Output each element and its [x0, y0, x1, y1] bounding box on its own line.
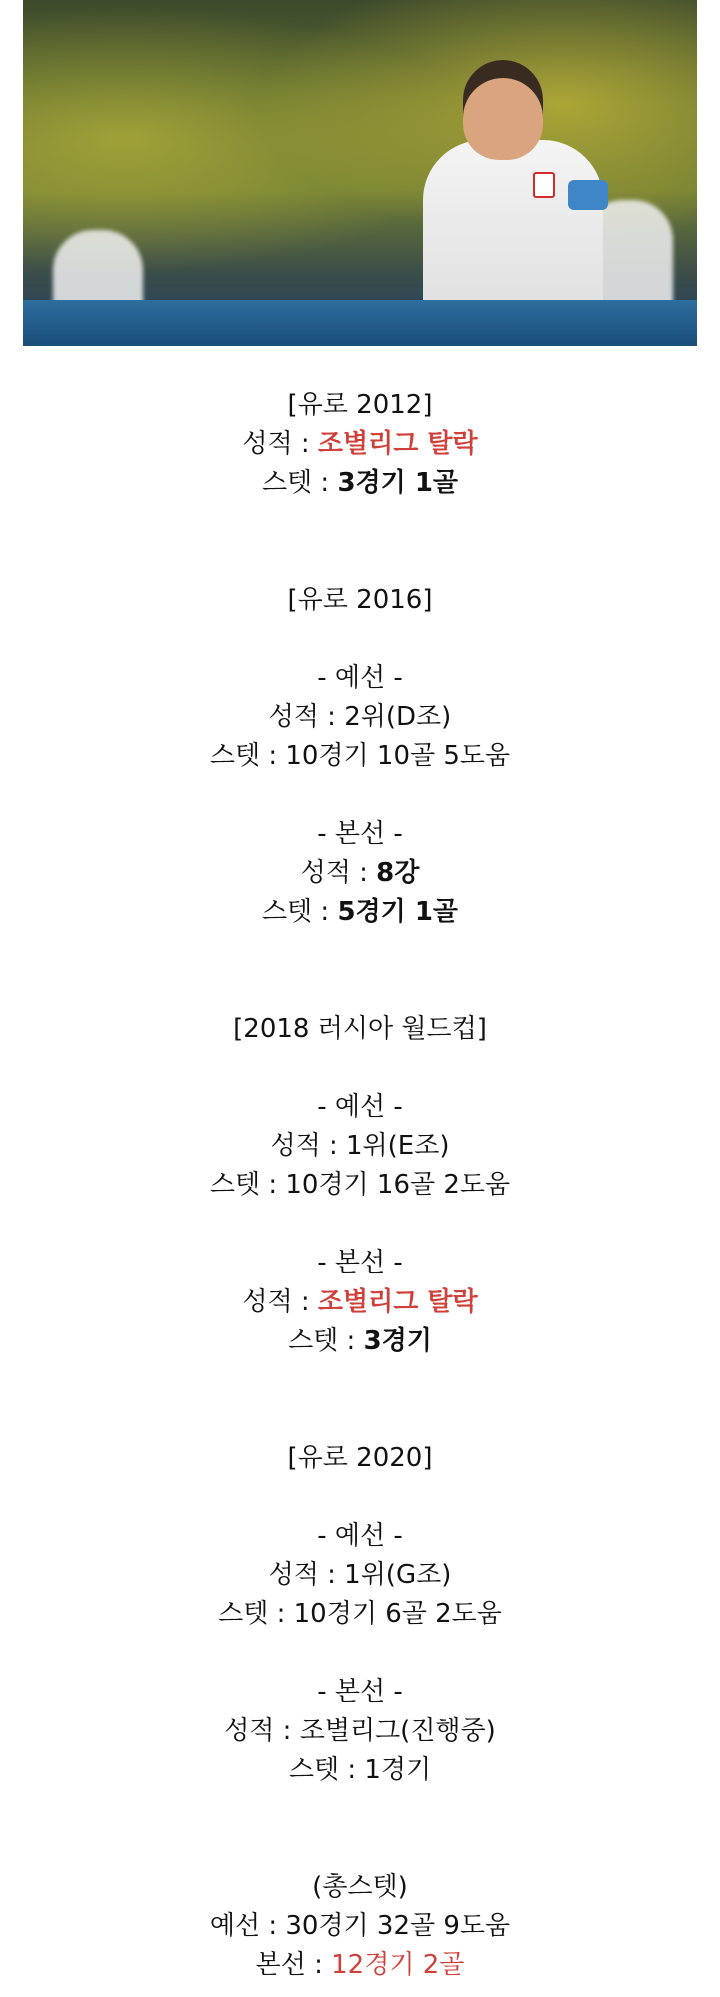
euro2012-result: 성적 : 조별리그 탈락 — [242, 429, 478, 459]
euro2012-title: [유로 2012] — [287, 390, 433, 420]
wc2018-qual-stats: 스텟 : 10경기 16골 2도움 — [209, 1170, 511, 1200]
euro2016-final-header: - 본선 - — [317, 819, 403, 849]
euro2012-stats-value: 3경기 1골 — [337, 468, 459, 498]
wc2018-qual-header: - 예선 - — [317, 1092, 403, 1122]
euro2012-result-value: 조별리그 탈락 — [317, 429, 478, 459]
euro2020-qual-stats: 스텟 : 10경기 6골 2도움 — [218, 1599, 502, 1629]
euro2016-final-result-value: 8강 — [376, 858, 420, 888]
euro2016-final-stats: 스텟 : 5경기 1골 — [261, 897, 459, 927]
team-crest-icon — [533, 172, 555, 198]
total-title: (총스텟) — [312, 1872, 408, 1902]
euro2020-final-stats: 스텟 : 1경기 — [288, 1755, 432, 1785]
captain-armband-icon — [568, 180, 608, 210]
wc2018-final-stats: 스텟 : 3경기 — [288, 1326, 432, 1356]
euro2020-qual-header: - 예선 - — [317, 1521, 403, 1551]
euro2016-final-stats-value: 5경기 1골 — [337, 897, 459, 927]
wc2018-final-result-value: 조별리그 탈락 — [317, 1287, 478, 1317]
header-photo — [23, 0, 697, 346]
euro2016-title: [유로 2016] — [287, 585, 433, 615]
euro2012-stats: 스텟 : 3경기 1골 — [261, 468, 459, 498]
euro2016-final-result: 성적 : 8강 — [300, 858, 420, 888]
wc2018-final-header: - 본선 - — [317, 1248, 403, 1278]
euro2020-qual-result: 성적 : 1위(G조) — [268, 1560, 452, 1590]
wc2018-final-result: 성적 : 조별리그 탈락 — [242, 1287, 478, 1317]
euro2016-qual-stats: 스텟 : 10경기 10골 5도움 — [209, 741, 511, 771]
euro2016-qual-header: - 예선 - — [317, 663, 403, 693]
total-final: 본선 : 12경기 2골 — [255, 1950, 465, 1980]
total-final-value: 12경기 2골 — [331, 1950, 465, 1980]
euro2020-title: [유로 2020] — [287, 1443, 433, 1473]
wc2018-title: [2018 러시아 월드컵] — [233, 1014, 487, 1044]
euro2016-qual-result: 성적 : 2위(D조) — [268, 702, 452, 732]
stadium-ad-board — [23, 300, 697, 346]
main-player-head — [463, 60, 543, 160]
article-body — [0, 346, 720, 1985]
euro2020-final-header: - 본선 - — [317, 1677, 403, 1707]
wc2018-final-stats-value: 3경기 — [363, 1326, 432, 1356]
euro2020-final-result: 성적 : 조별리그(진행중) — [224, 1716, 496, 1746]
wc2018-qual-result: 성적 : 1위(E조) — [270, 1131, 450, 1161]
total-qual: 예선 : 30경기 32골 9도움 — [209, 1911, 511, 1941]
